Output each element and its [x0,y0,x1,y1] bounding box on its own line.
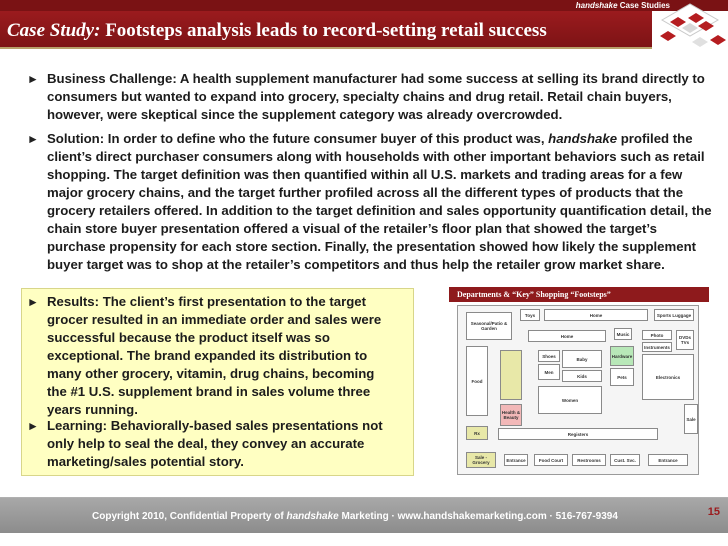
floorplan-title: Departments & “Key” Shopping “Footsteps” [449,287,709,302]
title-lead: Case Study: [7,20,101,41]
bullet-arrow-icon: ► [27,132,39,146]
section-food: Food [466,346,488,416]
section-sale: Sale [684,404,698,434]
page-number: 15 [707,506,720,518]
results-text: The client’s first presentation to the target grocer resulted in an immediate order and sales were successful because the product itself was so exceptional. The brand expanded its distribution to many other grocery, vitamin, drug chains, becoming the #1 U.S. supplement brand in sales volume three years running. [47,294,382,417]
bullet-learning [27,417,397,471]
section-pets: Pets [610,368,634,386]
section-registers: Registers [498,428,658,440]
bullet-arrow-icon: ► [27,72,39,86]
section-hardware: Hardware [610,346,634,366]
store-floorplan [449,287,709,483]
brand-label-italic: handshake [575,1,618,10]
section-photo: Photo [642,330,672,340]
section-health-beauty: Health & Beauty [500,404,522,426]
section-entrance-right: Entrance [648,454,688,466]
results-label: Results: [47,294,100,309]
section-entrance-left: Entrance [504,454,528,466]
title-bar [0,11,652,49]
section-home-aisle [500,350,522,400]
section-home-top: Home [544,309,648,321]
bullet-arrow-icon: ► [27,419,39,433]
learning-label: Learning: [47,418,108,433]
section-restrooms: Restrooms [572,454,606,466]
section-kids: Kids [562,370,602,382]
section-food-court: Food Court [534,454,568,466]
section-sale-grocery: Sale - Grocery [466,452,496,468]
section-music: Music [614,328,632,340]
page-title [7,20,547,42]
bullet-arrow-icon: ► [27,295,39,309]
brand-label-rest: Case Studies [617,1,670,10]
section-instruments: Instruments [642,342,672,352]
copyright-suffix: Marketing · www.handshakemarketing.com · 516-767-9394 [338,511,618,522]
section-electronics: Electronics [642,354,694,400]
solution-brand: handshake [548,131,618,146]
section-shoes: Shoes [538,350,560,362]
handshake-logo [652,0,728,52]
section-seasonal: Seasonal/Patio & Garden [466,312,512,340]
learning-text: Behaviorally-based sales presentations not only help to seal the deal, they convey an accurate marketing/sales potential story. [47,418,383,469]
title-rest: Footsteps analysis leads to record-setting retail success [100,20,547,41]
copyright-brand: handshake [286,511,339,522]
section-sporting: Sports Luggage [654,309,694,321]
solution-text-2: profiled the client’s direct purchaser consumers along with households with other important behaviors such as retail shopping. The target definition was then quantified within all U.S. markets and trading areas for a few major grocery chains, and the target further profiled across all the different types of products that the grocery retailers offered. In addition to the target definition and sales opportunity quantification detail, the chain store buyer presentation offered a visual of the retailer’s floor plan that showed the target’s purchase propensity for each store section. Finally, the presentation showed how likely the supplement buyer target was to shop at the retailer’s competitors and thus help the retailer grow market share. [47,131,712,272]
section-men: Men [538,364,560,380]
copyright-prefix: Copyright 2010, Confidential Property of [92,511,287,522]
bullet-results [27,293,397,419]
section-baby: Baby [562,350,602,368]
section-cust-svc: Cust. Svc. [610,454,640,466]
copyright-text [92,511,618,522]
solution-text-1: In order to define who the future consumer buyer of this product was, [104,131,549,146]
floorplan-area [457,305,699,475]
section-dvds: DVDs TVs [676,330,694,350]
section-toys: Toys [520,309,540,321]
challenge-label: Business Challenge: [47,71,177,86]
section-home-mid: Home [528,330,606,342]
footer-bar [0,497,728,533]
solution-label: Solution: [47,131,105,146]
challenge-text: A health supplement manufacturer had some success at selling its brand directly to consumers but wanted to expand into grocery, specialty chains and drug retail. Retail chain buyers, however, were skeptical since the supplement category was already overcrowded. [47,71,705,122]
bullet-business-challenge [27,70,715,124]
bullet-solution [27,130,715,274]
section-women: Women [538,386,602,414]
section-rx: Rx [466,426,488,440]
